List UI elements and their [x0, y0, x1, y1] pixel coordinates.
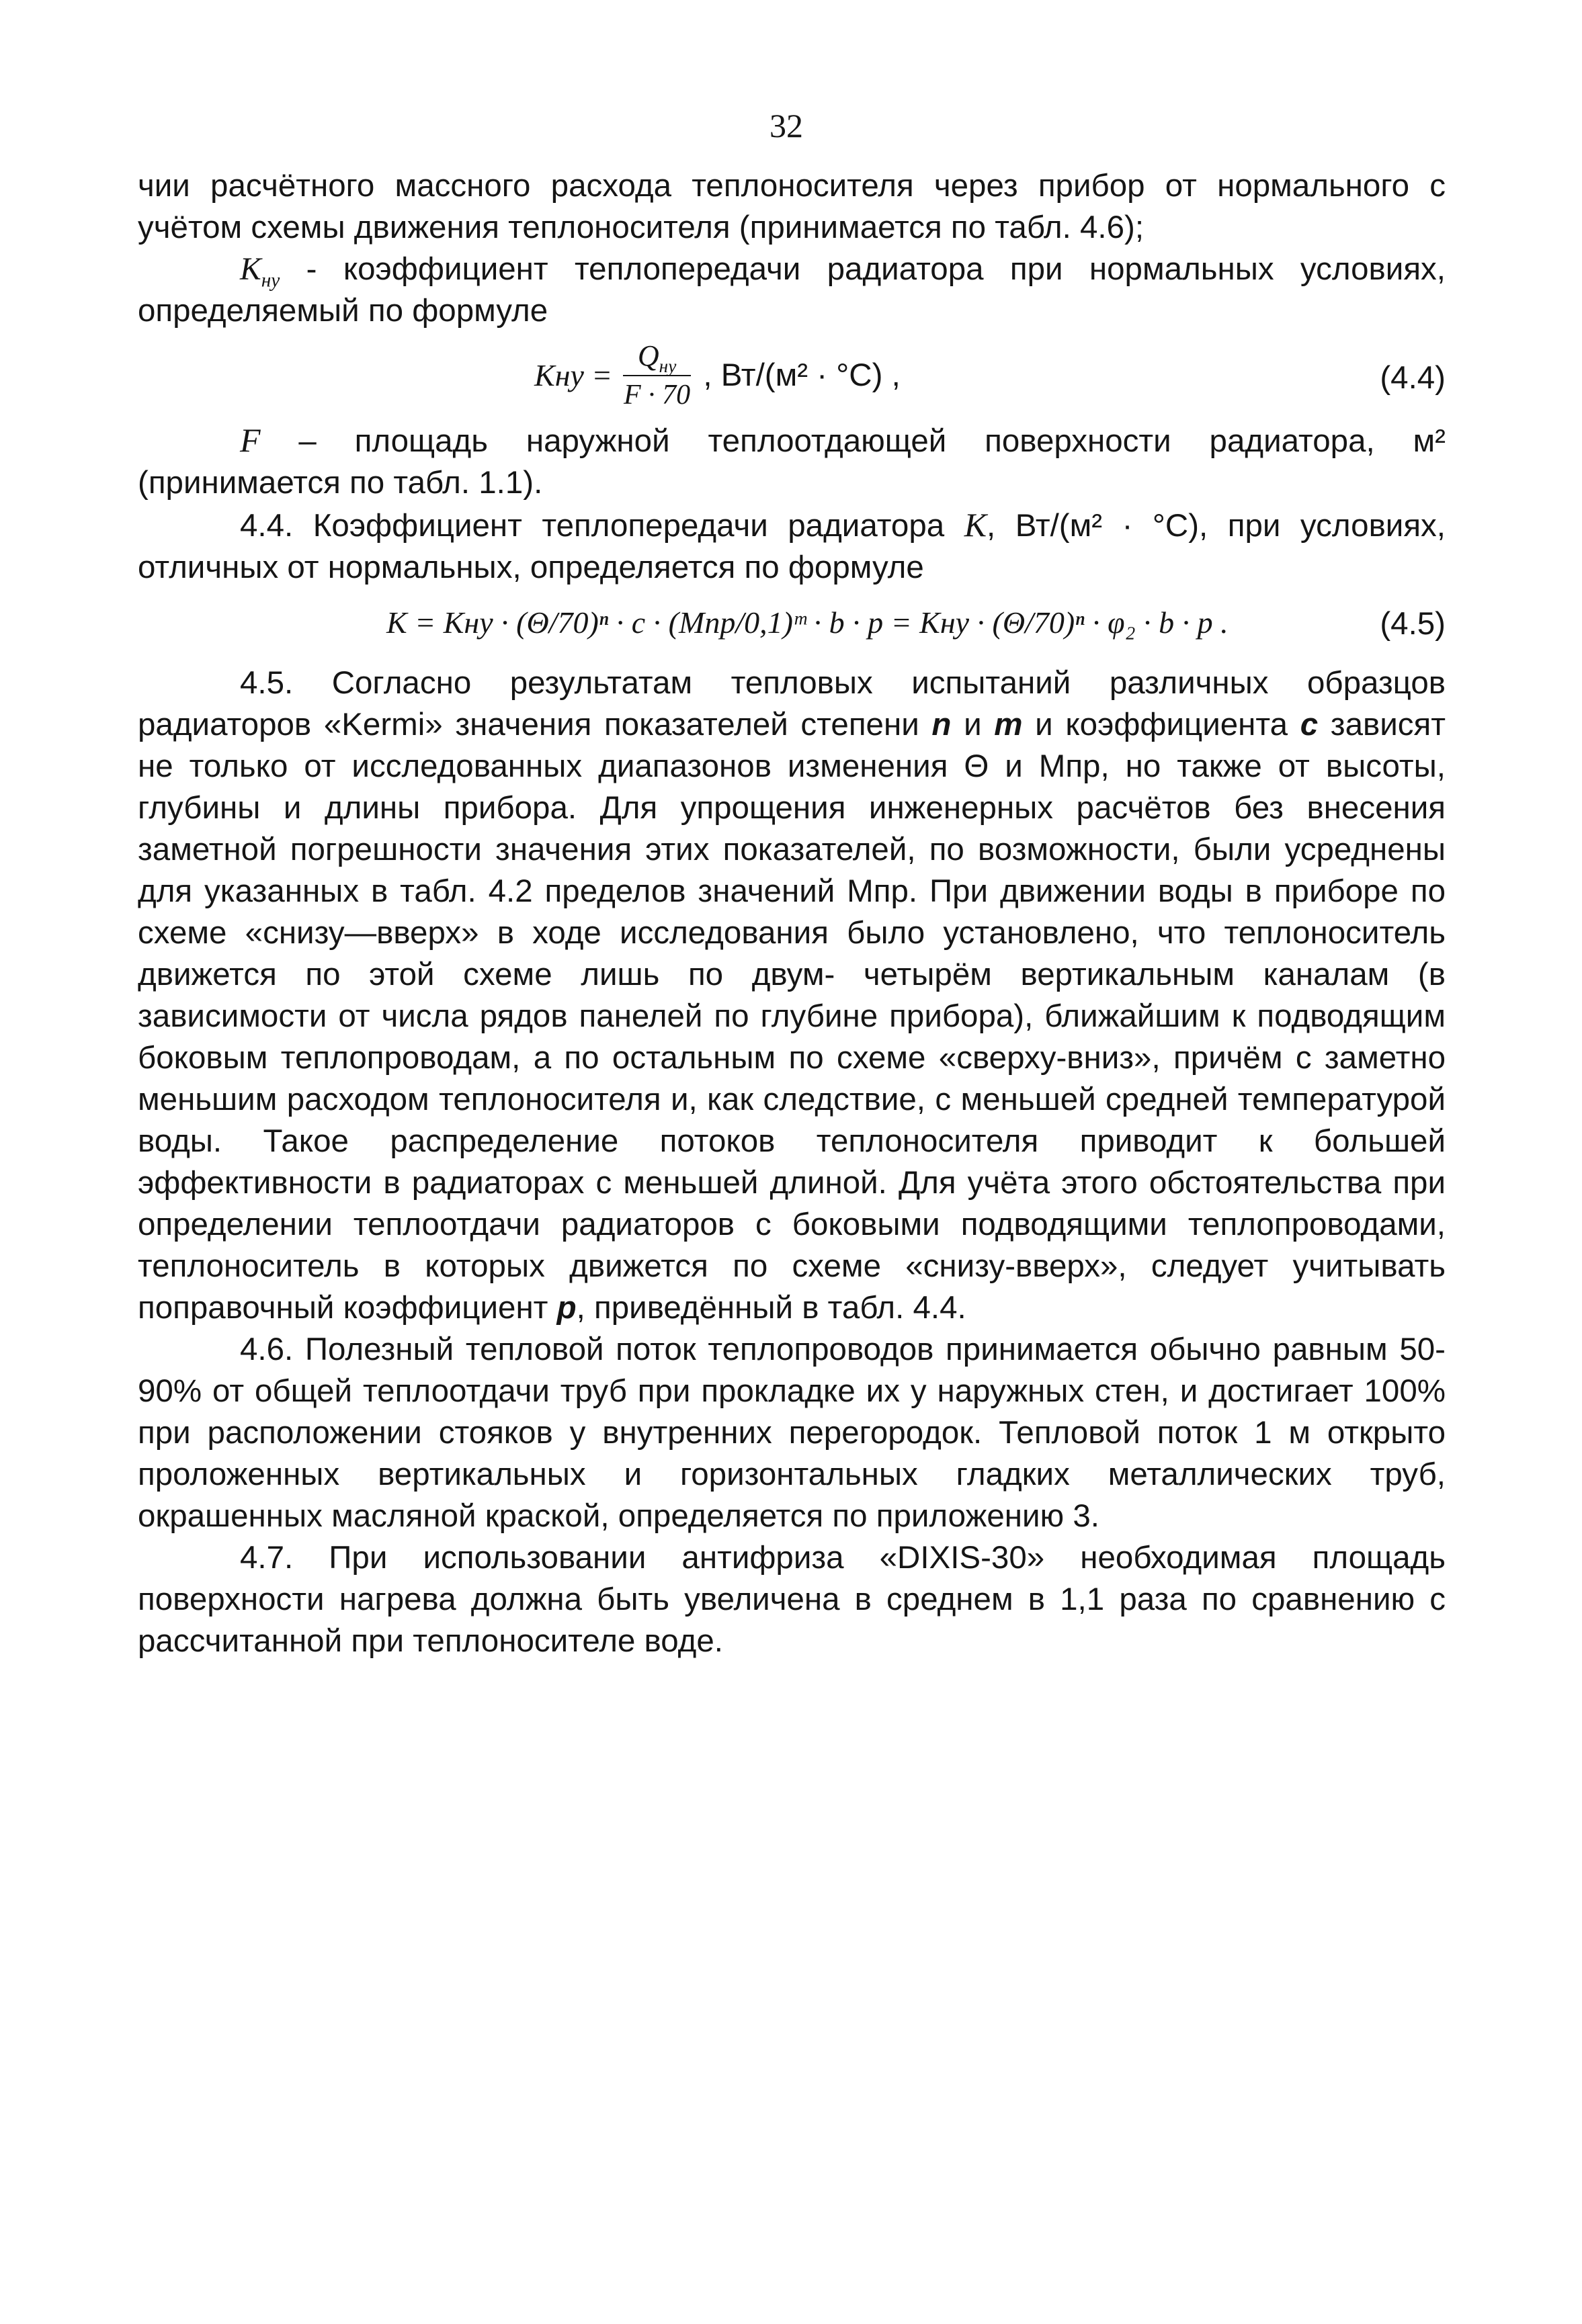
formula-4-4-units: , Вт/(м² · °С) ,	[703, 357, 901, 393]
formula-4-5-number: (4.5)	[1380, 606, 1446, 642]
formula-4-4-number: (4.4)	[1380, 360, 1446, 396]
page-number: 32	[769, 107, 803, 144]
p5-text-c: и коэффициента	[1022, 707, 1300, 742]
p5-text-d: зависят не только от исследованных диапазонов изменения Θ и Mпр, но также от высоты, глубины и длины прибора. Для упрощения инженерных расчётов без внесения заметной погрешности значения этих показателей, по возможности, были усреднены для указанных в табл. 4.2 пределов значений Mпр. При движении воды в приборе по схеме «снизу—вверх» в ходе исследования было установлено, что теплоноситель движется по этой схеме лишь по двум- четырём вертикальным каналам (в зависимости от числа рядов панелей по глубине прибора), ближайшим к подводящим боковым теплопроводам, а по остальным по схеме «сверху-вниз», причём с заметно меньшим расходом теплоносителя и, как следствие, с меньшей средней температурой воды. Такое распределение потоков теплоносителя приводит к большей эффективности в радиаторах с меньшей длиной. Для учёта этого обстоятельства при определении теплоотдачи радиаторов с боковыми подводящими теплопроводами, теплоноситель в которых движется по схеме «снизу-вверх», следует учитывать поправочный коэффициент	[138, 707, 1446, 1326]
p4-start: 4.4. Коэффициент теплопередачи радиатора	[240, 508, 964, 544]
k-definition-text: - коэффициент теплопередачи радиатора при нормальных условиях, определяемый по формуле	[138, 251, 1446, 329]
paragraph-4-5	[138, 662, 1446, 1329]
document-body	[138, 165, 1446, 1662]
p5-c: c	[1300, 707, 1319, 742]
p5-p: p	[556, 1290, 577, 1326]
formula-4-5	[138, 589, 1446, 662]
paragraph-k-definition	[138, 249, 1446, 332]
f-symbol: F	[240, 421, 261, 459]
p5-text-b: и	[951, 707, 995, 742]
paragraph-4-4	[138, 504, 1446, 589]
p5-m: m	[994, 707, 1023, 742]
paragraph-4-6: 4.6. Полезный тепловой поток теплопроводов принимается обычно равным 50-90% от общей теплоотдачи труб при прокладке их у наружных стен, и достигает 100% при расположении стояков у внутренних перегородок. Тепловой поток 1 м открыто проложенных вертикальных и горизонтальных гладких металлических труб, окрашенных масляной краской, определяется по приложению 3.	[138, 1332, 1446, 1534]
f-definition-text: – площадь наружной теплоотдающей поверхности радиатора, м² (принимается по табл. 1.1).	[138, 423, 1446, 501]
formula-4-4-fraction	[623, 339, 691, 413]
p4-k-symbol: K	[964, 506, 987, 544]
formula-4-4-numerator: Q	[637, 339, 659, 372]
formula-4-4-numerator-sub: ну	[659, 355, 677, 376]
formula-4-4-lhs: K	[534, 358, 555, 392]
k-subscript: ну	[261, 269, 280, 292]
formula-4-4-eq: =	[593, 358, 611, 392]
k-symbol: K	[240, 252, 261, 287]
paragraph-continuation: чии расчётного массного расхода теплоносителя через прибор от нормального с учётом схемы движения теплоносителя (принимается по табл. 4.6);	[138, 168, 1446, 245]
formula-4-4: K ну = $\frac{Q_{ну}}{F \cdot 70}$ , Вт/(м² · °С) , (4.4)	[138, 332, 1446, 419]
p5-text-a: 4.5. Согласно результатам тепловых испытаний различных образцов радиаторов «Kermi» значения показателей степени	[138, 665, 1446, 742]
formula-4-4-denominator: F · 70	[624, 380, 691, 411]
paragraph-4-7: 4.7. При использовании антифриза «DIXIS-30» необходимая площадь поверхности нагрева должна быть увеличена в среднем в 1,1 раза по сравнению с рассчитанной при теплоносителе воде.	[138, 1540, 1446, 1659]
paragraph-f-definition	[138, 419, 1446, 504]
p5-text-e: , приведённый в табл. 4.4.	[576, 1290, 966, 1326]
p4-rest: , Вт/(м² · °С), при условиях, отличных от нормальных, определяется по формуле	[138, 508, 1446, 585]
p5-n: n	[931, 707, 952, 742]
formula-4-5-expression: K = Kну · (Θ/70)ⁿ · c · (Mпр/0,1)ᵐ · b · p = Kну · (Θ/70)ⁿ · φ₂ · b · p .	[386, 605, 1229, 640]
